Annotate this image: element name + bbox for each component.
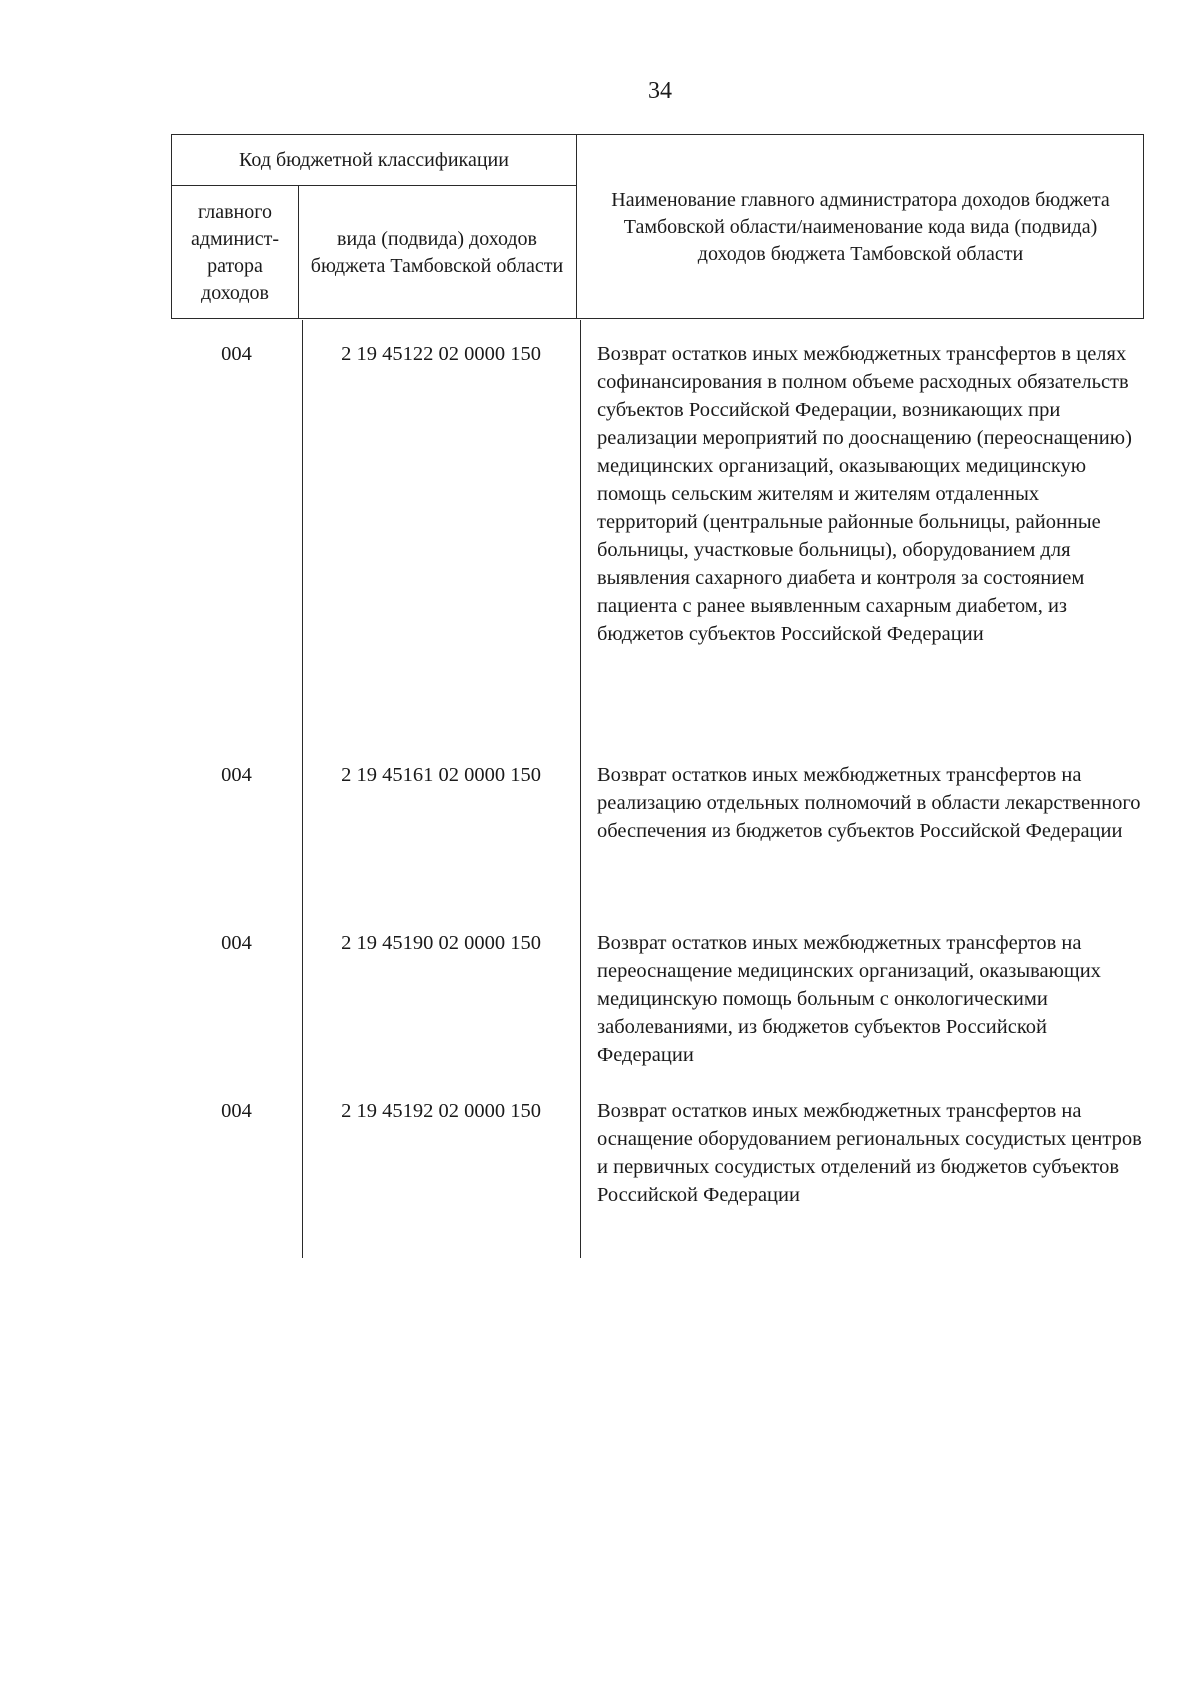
row-description: Возврат остатков иных межбюджетных трансфертов на реализацию отдельных полномочий в области лекарственного обеспечения из бюджетов субъектов Российской Федерации xyxy=(597,764,1141,842)
header-kind-column xyxy=(298,185,576,320)
row-income-code: 2 19 45190 02 0000 150 xyxy=(341,932,541,954)
header-admin-column-text: главного админист-ратора доходов xyxy=(190,200,280,304)
row-income-code: 2 19 45161 02 0000 150 xyxy=(341,764,541,786)
row-admin-code: 004 xyxy=(221,1100,252,1122)
row-description: Возврат остатков иных межбюджетных трансфертов в целях софинансирования в полном объеме расходных обязательств субъектов Российской Федерации, возникающих при реализации мероприятий по дооснащению (переоснащению) медицинских организаций, оказывающих медицинскую помощь сельским жителям и жителям отдаленных территорий (центральные районные больницы, районные больницы, участковые больницы), оборудованием для выявления сахарного диабета и контроля за состоянием пациента с ранее выявленным сахарным диабетом, из бюджетов субъектов Российской Федерации xyxy=(597,343,1132,645)
row-description: Возврат остатков иных межбюджетных трансфертов на переоснащение медицинских организаций, оказывающих медицинскую помощь больным с онкологическими заболеваниями, из бюджетов субъектов Российской Федерации xyxy=(597,932,1101,1066)
header-name-column xyxy=(576,135,1145,320)
table-header xyxy=(171,134,1144,319)
header-code-group xyxy=(172,135,576,185)
header-code-group-text: Код бюджетной классификации xyxy=(239,148,509,171)
header-kind-column-text: вида (подвида) доходов бюджета Тамбовской области xyxy=(310,227,564,277)
row-description: Возврат остатков иных межбюджетных трансфертов на оснащение оборудованием региональных сосудистых центров и первичных сосудистых отделений из бюджетов субъектов Российской Федерации xyxy=(597,1100,1142,1206)
body-divider-code-text xyxy=(580,320,581,1258)
row-income-code: 2 19 45122 02 0000 150 xyxy=(341,343,541,365)
row-admin-code: 004 xyxy=(221,343,252,365)
header-name-column-text: Наименование главного администратора доходов бюджета Тамбовской области/наименование кода вида (подвида) доходов бюджета Тамбовской области xyxy=(611,189,1110,265)
header-admin-column xyxy=(172,185,298,320)
row-admin-code: 004 xyxy=(221,764,252,786)
page-number-text: 34 xyxy=(648,78,672,104)
row-admin-code: 004 xyxy=(221,932,252,954)
row-income-code: 2 19 45192 02 0000 150 xyxy=(341,1100,541,1122)
page-number xyxy=(0,78,1200,105)
